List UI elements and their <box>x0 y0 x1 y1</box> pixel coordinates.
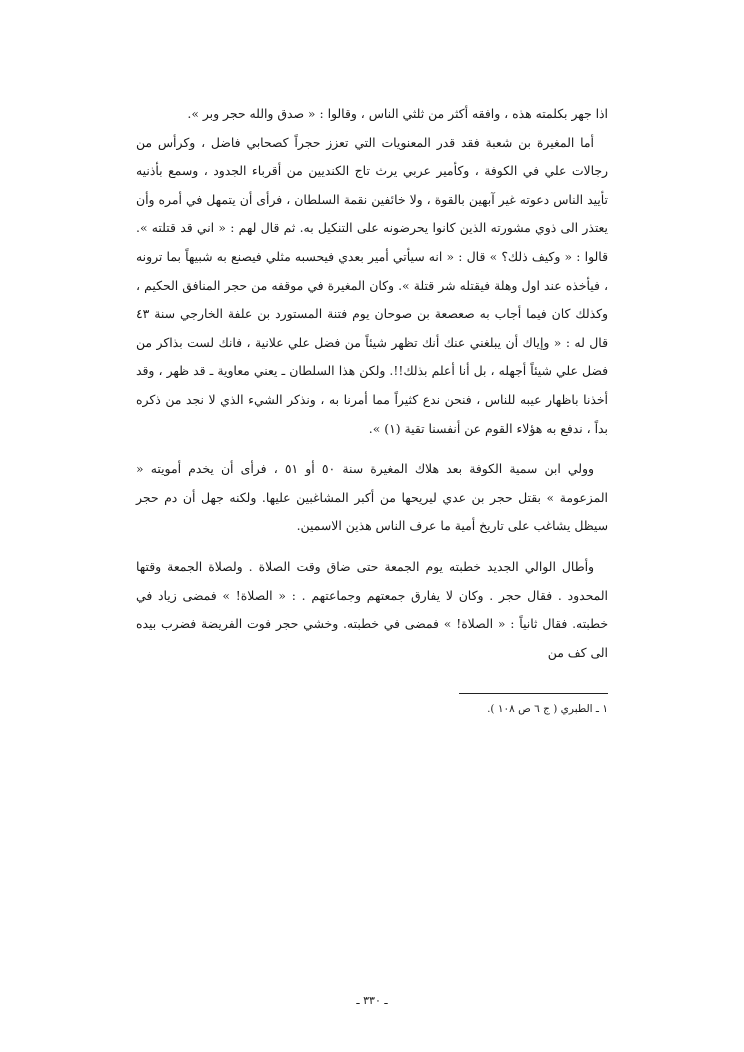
paragraph-4: وأطال الوالي الجديد خطبته يوم الجمعة حتى ضاق وقت الصلاة . ولصلاة الجمعة وقتها المحدود . فقال حجر . وكان لا يفارق جمعتهم وجماعتهم . : « الصلاة! » فمضى زياد في خطبته. فقال ثانياً : « الصلاة! » فمضى في خطبته. وخشي حجر فوت الفريضة فضرب بيده الى كف من <box>136 558 608 660</box>
paragraph-2: أما المغيرة بن شعبة فقد قدر المعنويات التي تعزز حجراً كصحابي فاضل ، وكرأس من رجالات علي في الكوفة ، وكأمير عربي يرث تاج الكنديين من أقرباء الجدود ، وسمع بأذنيه تأييد الناس دعوته غير آبهين بالقوة ، ولا خائفين نقمة السلطان ، فرأى أن يتمهل في أمره وأن يعتذر الى ذوي مشورته الذين كانوا يحرضونه على التنكيل به. ثم قال لهم : « اني قد قتلته ». قالوا : « وكيف ذلك؟ » قال : « انه سيأتي أمير بعدي فيحسبه مثلي فيصنع به شبيهاً بما ترونه ، فيأخذه عند اول وهلة فيقتله شر قتلة ». وكان المغيرة في موقفه من حجر المنافق الحكيم ، وكذلك كان فيما أجاب به صعصعة بن صوحان يوم فتنة المستورد بن علفة الخارجي سنة ٤٣ قال له : « وإياك أن يبلغني عنك أنك تظهر شيئاً من فضل علي علانية ، فانك لست بذاكر من فضل علي شيئاً أجهله ، بل أنا أعلم بذلك!!. ولكن هذا السلطان ـ يعني معاوية ـ قد ظهر ، وقد أخذنا باظهار عيبه للناس ، فنحن ندع كثيراً مما أمرنا به ، ونذكر الشيء الذي لا نجد من ذكره بداً ، ندفع به هؤلاء القوم عن أنفسنا تقية (١) ». <box>136 134 608 436</box>
footnote: ١ ـ الطبري ( ج ٦ ص ١٠٨ ). <box>487 703 608 715</box>
paragraph-3: وولي ابن سمية الكوفة بعد هلاك المغيرة سنة ٥٠ أو ٥١ ، فرأى أن يخدم أمويته « المزعومة » بقتل حجر بن عدي ليريحها من أكبر المشاغبين عليها. ولكنه جهل أن دم حجر سيظل يشاغب على تاريخ أمية ما عرف الناس هذين الاسمين. <box>136 461 608 534</box>
paragraph-1: اذا جهر بكلمته هذه ، وافقه أكثر من ثلثي الناس ، وقالوا : « صدق والله حجر وبر ». <box>187 106 608 121</box>
main-text <box>136 100 608 667</box>
paragraph-gap <box>136 541 608 553</box>
page-number: ـ ٣٣٠ ـ <box>356 994 388 1007</box>
paragraph-gap <box>136 443 608 455</box>
footnote-divider <box>459 693 608 694</box>
